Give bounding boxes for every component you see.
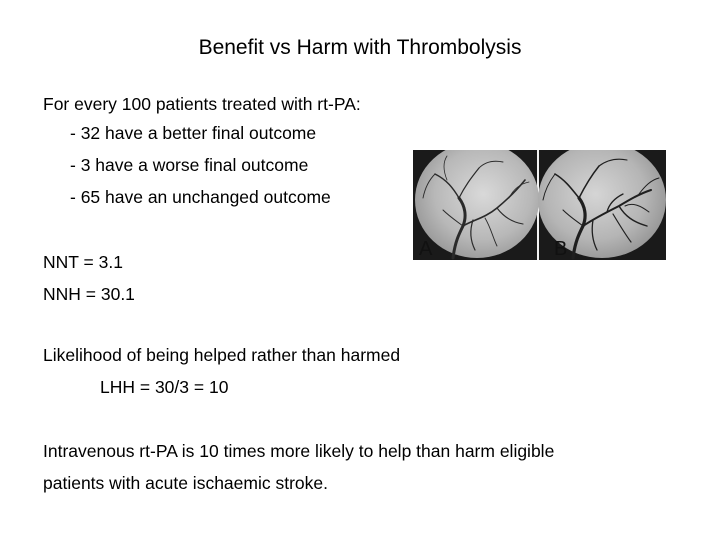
outcome-worse: - 3 have a worse final outcome (70, 155, 309, 175)
likelihood-line: Likelihood of being helped rather than harmed (43, 345, 401, 365)
intro-line: For every 100 patients treated with rt-PA: (43, 94, 361, 114)
angiogram-image (413, 150, 666, 260)
slide-title: Benefit vs Harm with Thrombolysis (198, 36, 522, 59)
angiogram-panel-b (538, 150, 666, 260)
conclusion-line-1: Intravenous rt-PA is 10 times more likely to help than harm eligible (43, 441, 555, 461)
conclusion-line-2: patients with acute ischaemic stroke. (43, 473, 328, 493)
lhh-line: LHH = 30/3 = 10 (100, 377, 229, 397)
outcome-unchanged: - 65 have an unchanged outcome (70, 187, 331, 207)
nnt-line: NNT = 3.1 (43, 252, 123, 272)
panel-a-label: A (419, 238, 433, 260)
outcome-better: - 32 have a better final outcome (70, 123, 317, 143)
panel-b-label: B (554, 238, 568, 260)
angiogram-figure (413, 150, 666, 260)
angiogram-panel-a (413, 150, 539, 260)
nnh-line: NNH = 30.1 (43, 284, 135, 304)
